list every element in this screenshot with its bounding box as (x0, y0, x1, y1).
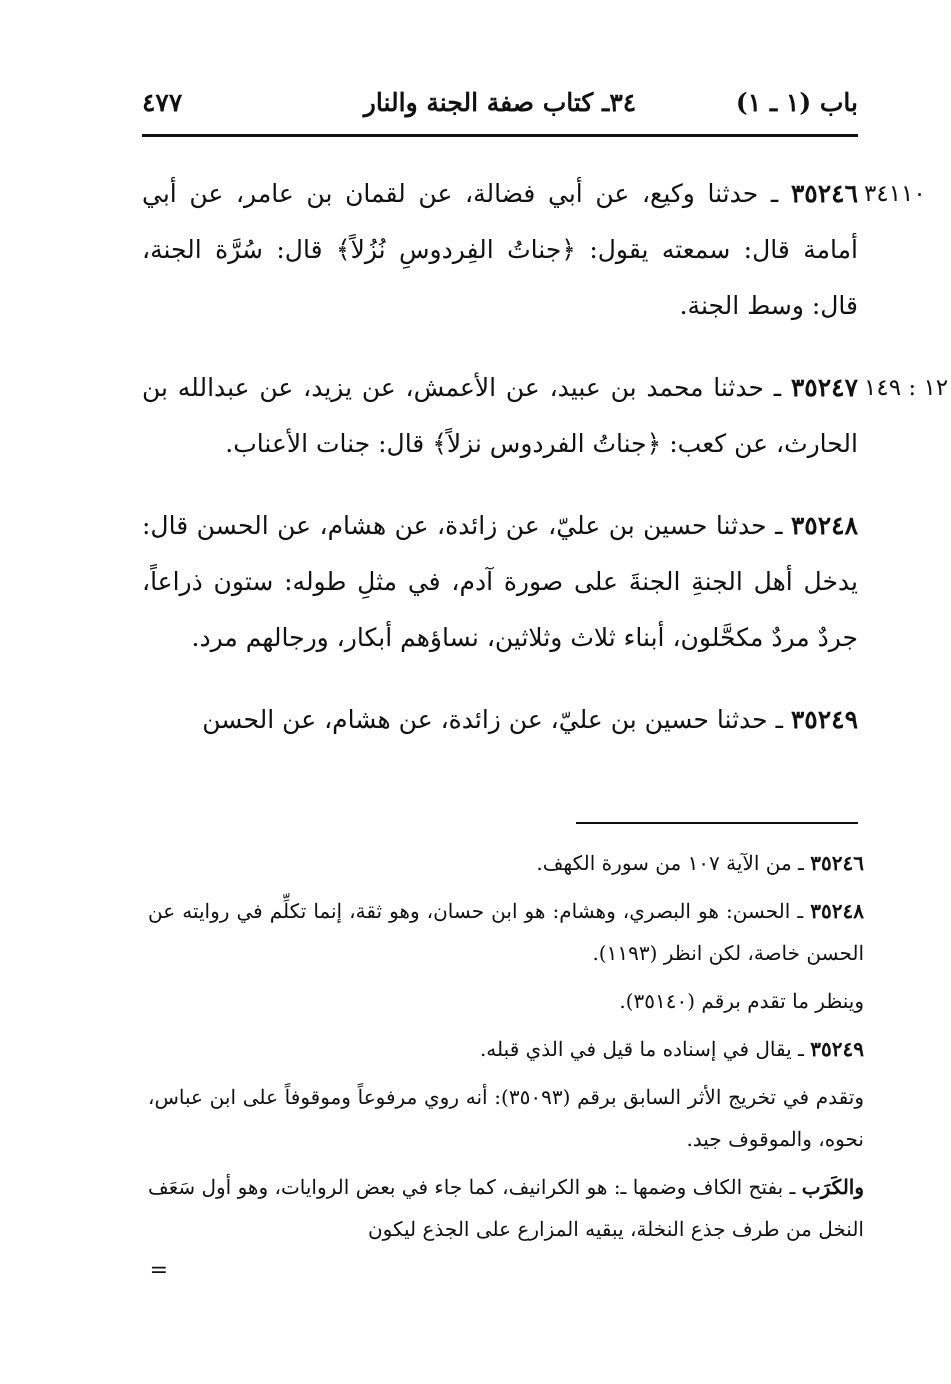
footnote-text: وتقدم في تخريج الأثر السابق برقم (٣٥٠٩٣): أنه روي مرفوعاً وموقوفاً على ابن عباس، نحوه، والموقوف جيد. (148, 1085, 865, 1151)
footnote-number: ٣٥٢٤٦ (810, 851, 864, 875)
hadith-entry (142, 166, 926, 334)
running-header (142, 84, 858, 130)
footnote (148, 842, 864, 884)
book-title: ٣٤ـ كتاب صفة الجنة والنار (363, 88, 637, 117)
footnote-text: ـ الحسن: هو البصري، وهشام: هو ابن حسان، وهو ثقة، إنما تكلِّم في روايته عن الحسن خاصة، لكن انظر (١١٩٣). (148, 899, 864, 965)
footnote-separator (576, 822, 858, 824)
entry-text: ـ حدثنا محمد بن عبيد، عن الأعمش، عن يزيد، عن عبدالله بن الحارث، عن كعب: ﴿جناتُ الفردوس نزلاً﴾ قال: جنات الأعناب. (142, 373, 858, 458)
hadith-entry (142, 692, 858, 748)
footnote-text: ـ من الآية ١٠٧ من سورة الكهف. (536, 851, 811, 875)
header-divider (142, 134, 858, 137)
footnote (148, 890, 864, 974)
footnote (148, 1028, 864, 1070)
margin-reference: ٣٤١١٠ (864, 181, 926, 207)
footnote-number: ٣٥٢٤٨ (810, 899, 864, 923)
footnote (148, 1166, 864, 1250)
main-text (142, 166, 949, 774)
continuation-mark: = (149, 1258, 168, 1283)
footnote-term: والكَرَب (801, 1175, 864, 1199)
hadith-entry (142, 360, 949, 472)
footnote-text: ـ يقال في إسناده ما قيل في الذي قبله. (479, 1037, 811, 1061)
footnote-text: ـ بفتح الكاف وضمها ـ: هو الكرانيف، كما جاء في بعض الروايات، وهو أول سَعَف النخل من طرف جذع النخلة، يبقيه المزارع على الجذع ليكون (148, 1175, 864, 1241)
footnote-text: وينظر ما تقدم برقم (٣٥١٤٠). (619, 989, 864, 1013)
entry-number: ٣٥٢٤٦ (790, 179, 858, 208)
hadith-entry (142, 498, 858, 666)
entry-text: ـ حدثنا حسين بن عليّ، عن زائدة، عن هشام، عن الحسن قال: يدخل أهل الجنةِ الجنةَ على صورة آدم، في مثلِ طوله: ستون ذراعاً، جردٌ مردٌ مكحَّلون، أبناء ثلاث وثلاثين، نساؤهم أبكار، ورجالهم مرد. (142, 511, 858, 652)
entry-text: ـ حدثنا حسين بن عليّ، عن زائدة، عن هشام، عن الحسن (202, 705, 791, 734)
chapter-label: باب (١ ـ ١) (735, 88, 858, 117)
footnotes (148, 842, 864, 1286)
footnote-number: ٣٥٢٤٩ (810, 1037, 864, 1061)
margin-reference: ١٢ : ١٤٩ (864, 375, 949, 401)
entry-number: ٣٥٢٤٨ (790, 511, 858, 540)
entry-number: ٣٥٢٤٧ (790, 373, 858, 402)
page-number: ٤٧٧ (142, 88, 183, 117)
footnote (148, 1076, 864, 1160)
footnote (148, 980, 864, 1022)
entry-text: ـ حدثنا وكيع، عن أبي فضالة، عن لقمان بن عامر، عن أبي أمامة قال: سمعته يقول: ﴿جناتُ الفِردوسِ نُزُلاً﴾ قال: سُرَّة الجنة، قال: وسط الجنة. (142, 179, 858, 320)
entry-number: ٣٥٢٤٩ (790, 705, 858, 734)
